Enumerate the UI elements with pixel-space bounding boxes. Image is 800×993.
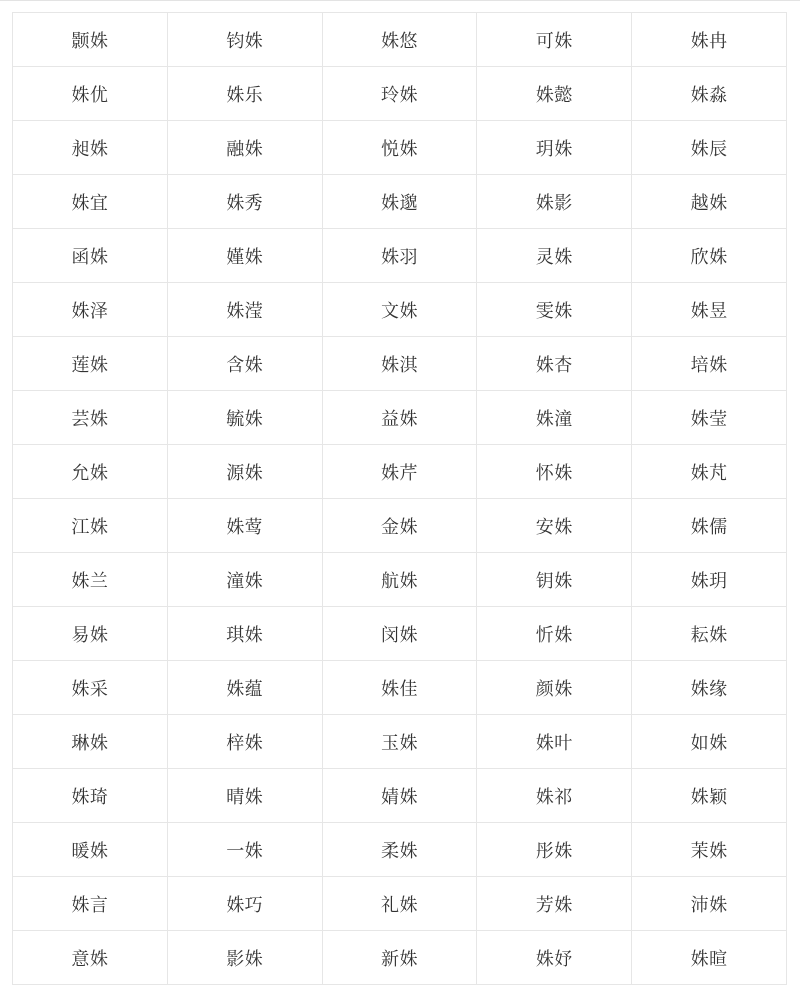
table-row <box>13 553 787 607</box>
name-cell: 姝邈 <box>322 175 477 229</box>
name-table <box>12 12 787 985</box>
table-row <box>13 337 787 391</box>
table-row <box>13 715 787 769</box>
table-row <box>13 445 787 499</box>
table-row <box>13 607 787 661</box>
name-cell: 姝宜 <box>13 175 168 229</box>
name-cell: 姝琦 <box>13 769 168 823</box>
name-cell: 姝祁 <box>477 769 632 823</box>
name-cell: 怀姝 <box>477 445 632 499</box>
name-cell: 悦姝 <box>322 121 477 175</box>
name-cell: 如姝 <box>632 715 787 769</box>
name-cell: 礼姝 <box>322 877 477 931</box>
name-cell: 一姝 <box>167 823 322 877</box>
table-row <box>13 769 787 823</box>
table-row <box>13 877 787 931</box>
name-cell: 益姝 <box>322 391 477 445</box>
name-cell: 姝兰 <box>13 553 168 607</box>
name-cell: 钧姝 <box>167 13 322 67</box>
table-row <box>13 283 787 337</box>
name-cell: 姝叶 <box>477 715 632 769</box>
name-cell: 茉姝 <box>632 823 787 877</box>
table-row <box>13 823 787 877</box>
name-cell: 玉姝 <box>322 715 477 769</box>
name-cell: 琪姝 <box>167 607 322 661</box>
name-cell: 毓姝 <box>167 391 322 445</box>
name-cell: 航姝 <box>322 553 477 607</box>
name-cell: 姝佳 <box>322 661 477 715</box>
name-cell: 琳姝 <box>13 715 168 769</box>
name-table-body <box>13 13 787 985</box>
name-cell: 新姝 <box>322 931 477 985</box>
name-cell: 姝淼 <box>632 67 787 121</box>
table-row <box>13 661 787 715</box>
table-row <box>13 175 787 229</box>
name-cell: 文姝 <box>322 283 477 337</box>
name-cell: 柔姝 <box>322 823 477 877</box>
name-cell: 姝杏 <box>477 337 632 391</box>
name-cell: 姝影 <box>477 175 632 229</box>
name-cell: 沛姝 <box>632 877 787 931</box>
name-cell: 耘姝 <box>632 607 787 661</box>
name-cell: 姝冉 <box>632 13 787 67</box>
name-cell: 姝言 <box>13 877 168 931</box>
name-cell: 意姝 <box>13 931 168 985</box>
name-cell: 姝采 <box>13 661 168 715</box>
name-cell: 姝芃 <box>632 445 787 499</box>
name-cell: 颢姝 <box>13 13 168 67</box>
name-cell: 姝昱 <box>632 283 787 337</box>
name-cell: 越姝 <box>632 175 787 229</box>
name-cell: 易姝 <box>13 607 168 661</box>
name-cell: 姝羽 <box>322 229 477 283</box>
name-cell: 晴姝 <box>167 769 322 823</box>
name-cell: 姝芹 <box>322 445 477 499</box>
name-cell: 姝潼 <box>477 391 632 445</box>
name-cell: 姝泽 <box>13 283 168 337</box>
name-cell: 灵姝 <box>477 229 632 283</box>
name-cell: 源姝 <box>167 445 322 499</box>
table-row <box>13 13 787 67</box>
name-cell: 闵姝 <box>322 607 477 661</box>
name-cell: 嫤姝 <box>167 229 322 283</box>
name-cell: 钥姝 <box>477 553 632 607</box>
name-cell: 姝颖 <box>632 769 787 823</box>
name-cell: 颜姝 <box>477 661 632 715</box>
name-cell: 培姝 <box>632 337 787 391</box>
name-cell: 姝暄 <box>632 931 787 985</box>
name-cell: 姝滢 <box>167 283 322 337</box>
name-cell: 玲姝 <box>322 67 477 121</box>
name-cell: 函姝 <box>13 229 168 283</box>
name-cell: 融姝 <box>167 121 322 175</box>
name-cell: 姝儒 <box>632 499 787 553</box>
name-cell: 姝缘 <box>632 661 787 715</box>
name-cell: 姝辰 <box>632 121 787 175</box>
name-cell: 姝悠 <box>322 13 477 67</box>
top-divider <box>0 0 800 1</box>
name-cell: 莲姝 <box>13 337 168 391</box>
table-row <box>13 499 787 553</box>
name-cell: 昶姝 <box>13 121 168 175</box>
name-cell: 含姝 <box>167 337 322 391</box>
table-row <box>13 121 787 175</box>
name-cell: 潼姝 <box>167 553 322 607</box>
name-cell: 姝妤 <box>477 931 632 985</box>
name-cell: 彤姝 <box>477 823 632 877</box>
name-cell: 姝巧 <box>167 877 322 931</box>
name-cell: 允姝 <box>13 445 168 499</box>
name-cell: 玥姝 <box>477 121 632 175</box>
name-cell: 安姝 <box>477 499 632 553</box>
name-cell: 姝莹 <box>632 391 787 445</box>
name-cell: 可姝 <box>477 13 632 67</box>
name-cell: 芳姝 <box>477 877 632 931</box>
table-row <box>13 229 787 283</box>
name-cell: 姝乐 <box>167 67 322 121</box>
name-cell: 雯姝 <box>477 283 632 337</box>
name-cell: 姝懿 <box>477 67 632 121</box>
name-cell: 暖姝 <box>13 823 168 877</box>
name-cell: 江姝 <box>13 499 168 553</box>
name-cell: 影姝 <box>167 931 322 985</box>
name-cell: 梓姝 <box>167 715 322 769</box>
name-cell: 芸姝 <box>13 391 168 445</box>
table-row <box>13 931 787 985</box>
name-cell: 金姝 <box>322 499 477 553</box>
name-cell: 姝莺 <box>167 499 322 553</box>
table-row <box>13 67 787 121</box>
name-cell: 姝玥 <box>632 553 787 607</box>
name-cell: 姝蕴 <box>167 661 322 715</box>
name-cell: 姝优 <box>13 67 168 121</box>
name-cell: 姝秀 <box>167 175 322 229</box>
name-cell: 婧姝 <box>322 769 477 823</box>
table-row <box>13 391 787 445</box>
name-cell: 忻姝 <box>477 607 632 661</box>
name-cell: 欣姝 <box>632 229 787 283</box>
name-cell: 姝淇 <box>322 337 477 391</box>
